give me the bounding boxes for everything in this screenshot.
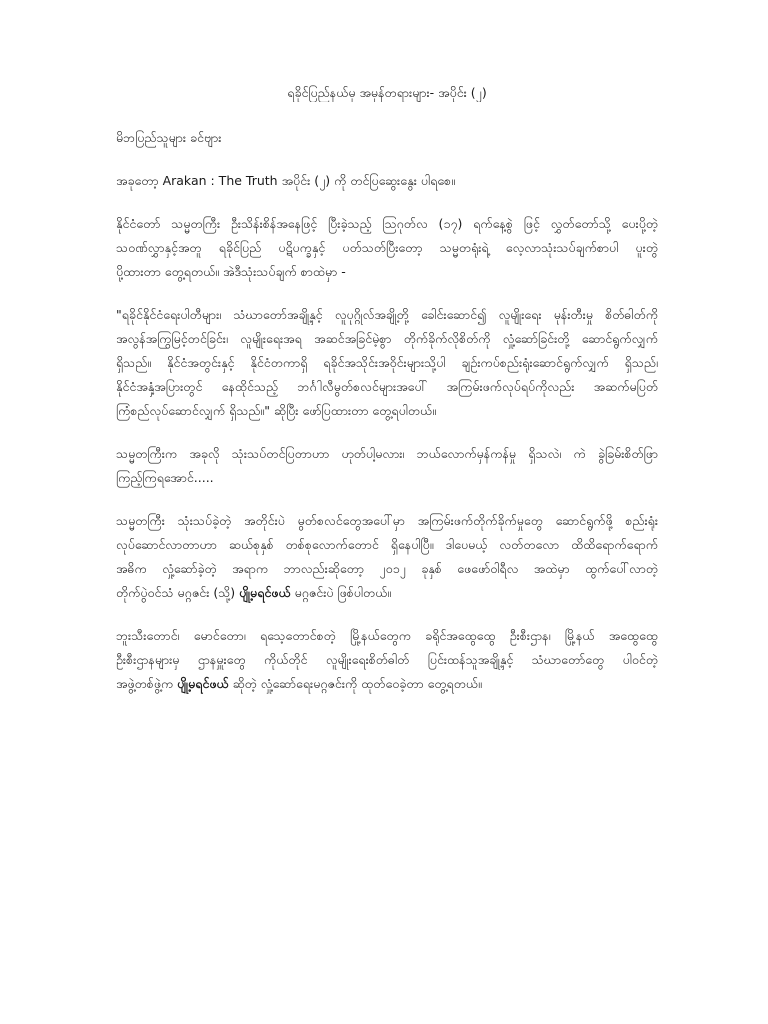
paragraph-line: လုပ်ဆောင်လာတာဟာ ဆယ်စုနှစ် တစ်စုလောက်တောင် ရှိနေပါပြီ။ ဒါပေမယ့် လတ်တလော ထိထိရောက်ရောက် (116, 537, 658, 552)
paragraph-text: အဖွဲ့တစ်ဖွဲ့က (116, 676, 178, 691)
paragraph-line (116, 581, 658, 605)
salutation-paragraph (116, 126, 658, 150)
magazine-name-bold: ပျို့မရင်ဖယ် (177, 676, 229, 691)
paragraph-line: အဓိက လှုံ့ဆော်ခဲ့တဲ့ အရာက ဘာလည်းဆိုတော့ ၂၀၁၂ ခုနှစ် ဖေဖော်ဝါရီလ အထဲမှာ ထွက်ပေါ်လာတဲ့ (116, 561, 658, 576)
paragraph-line: အလွန်အကြွမြင့်တင်ခြင်း၊ လူမျိုးရေးအရ အဆင်အခြင်မဲ့စွာ တိုက်ခိုက်လိုစိတ်ကို လှုံ့ဆော်ခြင်းတို့ ဆောင်ရွက်လျှက် (116, 331, 658, 346)
paragraph-text: ဆိုတဲ့ လှုံ့ဆော်ရေးမဂ္ဂဇင်းကို ထုတ်ဝေခဲ့တာ တွေ့ရတယ်။ (228, 676, 482, 691)
paragraph-line: "ရခိုင်နိုင်ငံရေးပါတီများ၊ သံဃာတော်အချို့နှင့် လူပုဂ္ဂိုလ်အချို့တို့ ခေါင်းဆောင်၍ လူမျိုးရေး မုန်းတီးမှု စိတ်ဓါတ်ကို (116, 307, 658, 322)
paragraph-3 (116, 442, 658, 490)
paragraph-line: သမ္မတကြီးက အခုလို သုံးသပ်တင်ပြတာဟာ ဟုတ်ပါ့မလား၊ ဘယ်လောက်မှန်ကန်မှု ရှိသလဲ၊ ကဲ ခွဲခြမ်းစိတ်ဖြာ (116, 446, 658, 461)
paragraph-line: ဘူးသီးတောင်၊ မောင်တော၊ ရသေ့တောင်စတဲ့ မြို့နယ်တွေက ခရိုင်အထွေထွေ ဦးစီးဌာန၊ မြို့နယ် အထွေထွေ (116, 628, 658, 643)
paragraph-line: ပို့ထားတာ တွေ့ရတယ်။ အဲဒီသုံးသပ်ချက် စာထဲမှာ - (116, 264, 346, 279)
paragraph-line: နိုင်ငံအနှံ့အပြားတွင် နေထိုင်သည့် ဘင်္ဂါလီမွတ်စလင်များအပေါ် အကြမ်းဖက်လုပ်ရပ်ကိုလည်း အဆက်မပြတ် (116, 379, 658, 394)
paragraph-4 (116, 509, 658, 605)
paragraph-1 (116, 212, 658, 284)
paragraph-line: ကြည့်ကြရအောင်..... (116, 470, 214, 485)
intro-line: အခုတော့ Arakan : The Truth အပိုင်း (၂) ကို တင်ပြဆွေးနွေး ပါရစေ။ (116, 173, 455, 188)
document-title: ရခိုင်ပြည်နယ်မှ အမှန်တရားများ- အပိုင်း (၂) (287, 85, 487, 100)
intro-paragraph (116, 169, 658, 193)
magazine-name-bold: ပျို့မရင်ဖယ် (239, 585, 291, 600)
paragraph-line: ကြံစည်လုပ်ဆောင်လျှက် ရှိသည်။" ဆိုပြီး ဖော်ပြထားတာ တွေ့ရပါတယ်။ (116, 403, 436, 418)
salutation-line: မိဘပြည်သူများ ခင်ဗျား (116, 130, 222, 145)
document-body (116, 84, 658, 715)
paragraph-line: ဦးစီးဌာနများမှ ဌာနမှူးတွေ ကိုယ်တိုင် လူမျိုးရေးစိတ်ဓါတ် ပြင်းထန်သူအချို့နှင့် သံဃာတော်တွေ ပါဝင်တဲ့ (116, 652, 658, 667)
paragraph-text: မဂ္ဂဇင်းပဲ ဖြစ်ပါတယ်။ (290, 585, 392, 600)
paragraph-line: ရှိသည်။ နိုင်ငံအတွင်းနှင့် နိုင်ငံတကာရှိ ရခိုင်အသိုင်းအဝိုင်းများသို့ပါ ချဉ်းကပ်စည်းရုံးဆောင်ရွက်လျှက် ရှိသည်၊ (116, 355, 658, 370)
paragraph-2-quote (116, 303, 658, 423)
paragraph-line: သဝဏ်လွှာနှင့်အတူ ရခိုင်ပြည် ပဋိပက္ခနှင့် ပတ်သတ်ပြီးတော့ သမ္မတရုံးရဲ့ လေ့လာသုံးသပ်ချက်စာပါ ပူးတွဲ (116, 240, 658, 255)
paragraph-line: သမ္မတကြီး သုံးသပ်ခဲ့တဲ့ အတိုင်းပဲ မွတ်စလင်တွေအပေါ်မှာ အကြမ်းဖက်တိုက်ခိုက်မှုတွေ ဆောင်ရွက်ဖို့ စည်းရုံး (116, 513, 658, 528)
paragraph-line (116, 672, 658, 696)
paragraph-text: တိုက်ပွဲဝင်သံ မဂ္ဂဇင်း (သို့) (116, 585, 240, 600)
paragraph-5 (116, 624, 658, 696)
paragraph-line: နိုင်ငံတော် သမ္မတကြီး ဦးသိန်းစိန်အနေဖြင့် ပြီးခဲ့သည့် ဩဂုတ်လ (၁၇) ရက်နေ့စွဲ ဖြင့် လွှတ်တော်သို့ ပေးပို့တဲ့ (116, 216, 658, 231)
